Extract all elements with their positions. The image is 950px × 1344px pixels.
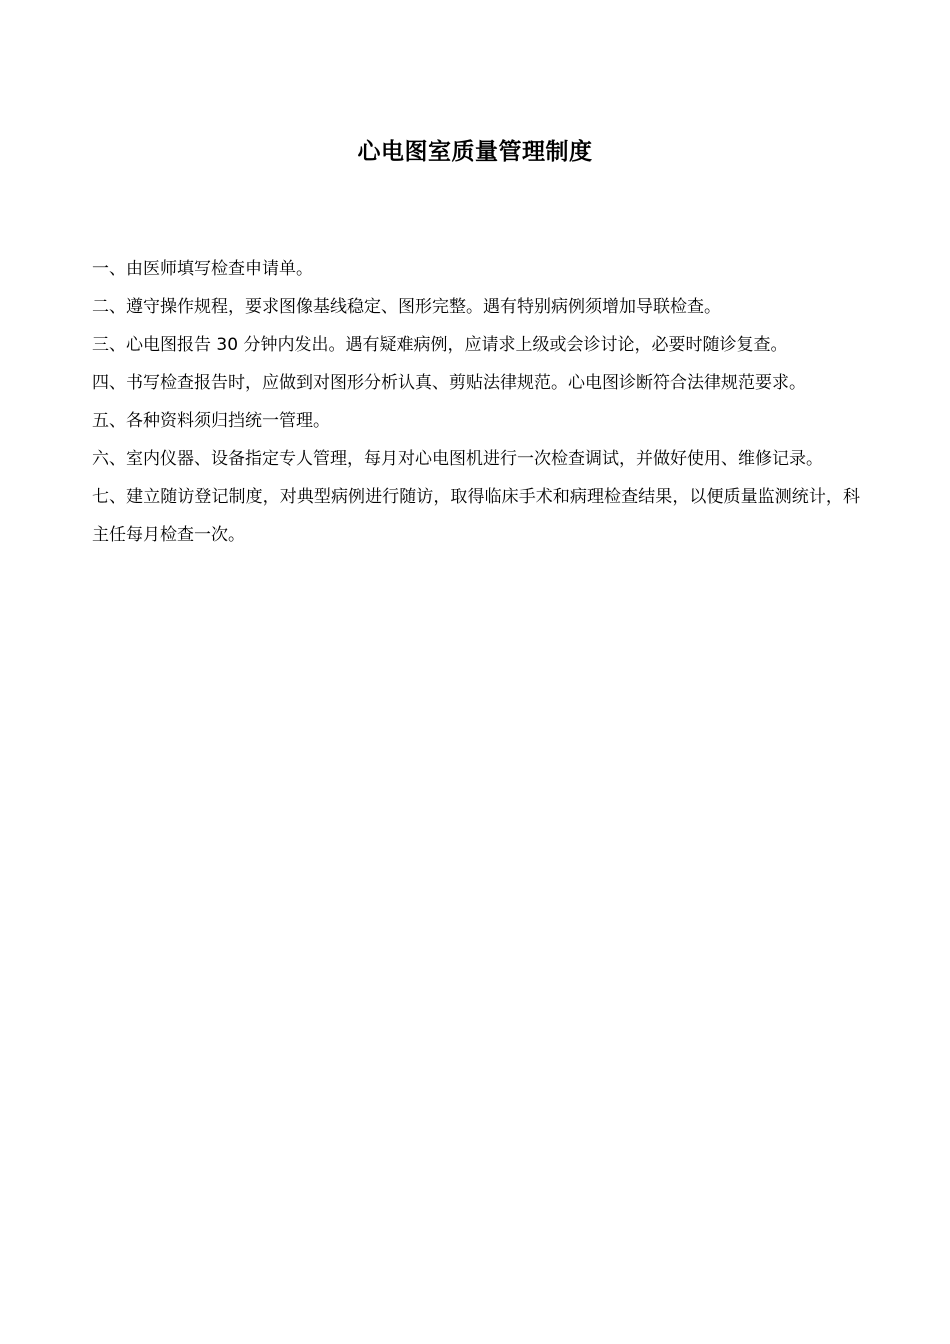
rule-item-7: 七、建立随访登记制度，对典型病例进行随访，取得临床手术和病理检查结果，以便质量监测统计，科主任每月检查一次。 bbox=[92, 487, 860, 545]
rule-item-3: 三、心电图报告 30 分钟内发出。遇有疑难病例，应请求上级或会诊讨论，必要时随诊复查。 bbox=[92, 335, 788, 355]
rule-item-1: 一、由医师填写检查申请单。 bbox=[92, 259, 313, 279]
rule-item-6: 六、室内仪器、设备指定专人管理，每月对心电图机进行一次检查调试，并做好使用、维修记录。 bbox=[92, 449, 823, 469]
document-title: 心电图室质量管理制度 bbox=[357, 139, 593, 165]
document-body bbox=[92, 250, 860, 554]
rule-item-4: 四、书写检查报告时，应做到对图形分析认真、剪贴法律规范。心电图诊断符合法律规范要求。 bbox=[92, 373, 806, 393]
rule-item-5: 五、各种资料须归挡统一管理。 bbox=[92, 411, 330, 431]
rule-item-2: 二、遵守操作规程，要求图像基线稳定、图形完整。遇有特别病例须增加导联检查。 bbox=[92, 297, 721, 317]
